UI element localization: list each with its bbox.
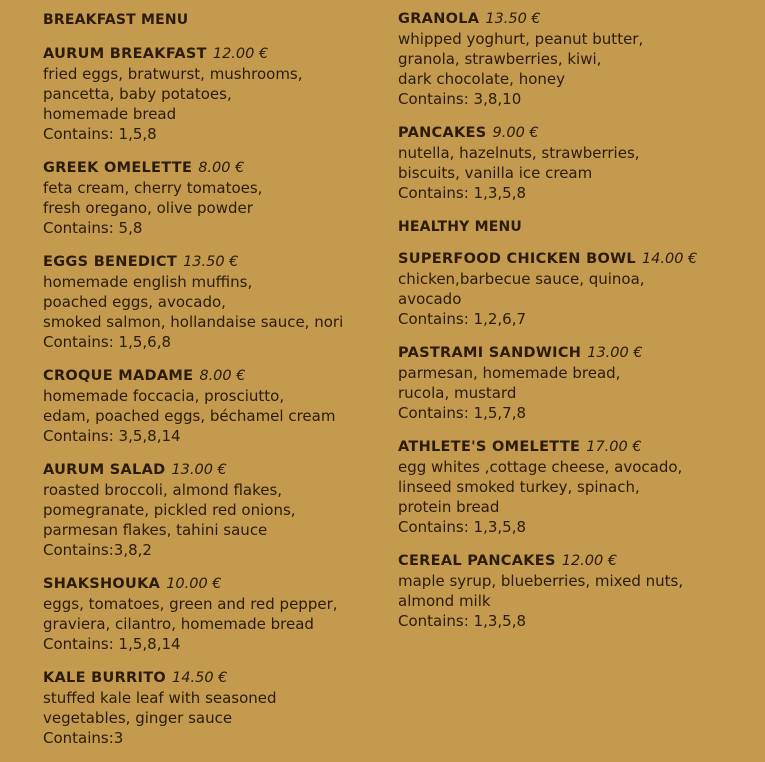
menu-item-description-line: chicken,barbecue sauce, quinoa, [398, 270, 645, 288]
menu-item [398, 551, 748, 631]
menu-item-name: GRANOLA [398, 11, 480, 27]
menu-item [43, 44, 383, 144]
menu-item-allergens: Contains: 1,5,6,8 [43, 333, 172, 351]
menu-item [43, 252, 383, 352]
menu-item [43, 158, 383, 238]
menu-item-name: CEREAL PANCAKES [398, 553, 556, 569]
menu-item-description-line: dark chocolate, honey [398, 70, 565, 88]
menu-item-name: SHAKSHOUKA [43, 576, 161, 592]
menu-item-description-line: pancetta, baby potatoes, [43, 85, 232, 103]
menu-item-price: 12.00 € [561, 553, 618, 569]
menu-item-name: AURUM BREAKFAST [43, 46, 207, 62]
menu-item-description-line: homemade bread [43, 105, 177, 123]
menu-item-description-line: biscuits, vanilla ice cream [398, 164, 593, 182]
menu-item [398, 9, 748, 109]
menu-item-description-line: smoked salmon, hollandaise sauce, nori [43, 313, 344, 331]
menu-item-description-line: protein bread [398, 498, 500, 516]
menu-item-title [43, 668, 383, 688]
menu-item-description-line: nutella, hazelnuts, strawberries, [398, 144, 640, 162]
menu-item-description-line: stuffed kale leaf with seasoned [43, 689, 277, 707]
menu-item-allergens: Contains: 1,3,5,8 [398, 612, 527, 630]
menu-item-allergens: Contains: 1,5,8 [43, 125, 157, 143]
menu-item-allergens: Contains: 1,3,5,8 [398, 184, 527, 202]
breakfast-menu-heading: BREAKFAST MENU [43, 12, 189, 28]
menu-item-title [398, 551, 748, 571]
menu-item-price: 14.00 € [641, 251, 698, 267]
menu-item-description-line: fresh oregano, olive powder [43, 199, 253, 217]
menu-item [43, 366, 383, 446]
menu-item-allergens: Contains: 1,3,5,8 [398, 518, 527, 536]
menu-item-allergens: Contains:3,8,2 [43, 541, 152, 559]
menu-item-allergens: Contains: 1,2,6,7 [398, 310, 527, 328]
menu-item [43, 668, 383, 748]
breakfast-column [43, 12, 383, 762]
menu-item-allergens: Contains: 1,5,7,8 [398, 404, 527, 422]
menu-item-description-line: egg whites ,cottage cheese, avocado, [398, 458, 683, 476]
menu-item-price: 13.00 € [587, 345, 643, 361]
menu-item-allergens: Contains: 1,5,8,14 [43, 635, 181, 653]
menu-item-description-line: whipped yoghurt, peanut butter, [398, 30, 644, 48]
menu-item-price: 8.00 € [198, 160, 245, 176]
menu-item-name: AURUM SALAD [43, 462, 166, 478]
menu-item-name: KALE BURRITO [43, 670, 167, 686]
menu-item-price: 13.00 € [171, 462, 227, 478]
menu-item-description-line: almond milk [398, 592, 491, 610]
menu-item-description-line: feta cream, cherry tomatoes, [43, 179, 263, 197]
menu-item-title [43, 252, 383, 272]
menu-item-title [398, 343, 748, 363]
menu-item-name: EGGS BENEDICT [43, 254, 178, 270]
menu-item [43, 460, 383, 560]
menu-item-description-line: poached eggs, avocado, [43, 293, 226, 311]
menu-item-name: SUPERFOOD CHICKEN BOWL [398, 251, 636, 267]
menu-item-description-line: graviera, cilantro, homemade bread [43, 615, 314, 633]
menu-item-allergens: Contains: 3,8,10 [398, 90, 522, 108]
menu-item-description-line: avocado [398, 290, 462, 308]
menu-item-price: 12.00 € [212, 46, 269, 62]
breakfast-items-continued [398, 9, 748, 203]
menu-item-price: 13.50 € [485, 11, 541, 27]
menu-item-description-line: edam, poached eggs, béchamel cream [43, 407, 336, 425]
menu-item-description-line: homemade foccacia, prosciutto, [43, 387, 285, 405]
menu-item-title [398, 9, 748, 29]
menu-item-description-line: linseed smoked turkey, spinach, [398, 478, 640, 496]
right-column [398, 9, 748, 645]
menu-item-name: PASTRAMI SANDWICH [398, 345, 582, 361]
menu-item-title [398, 437, 748, 457]
menu-item [398, 437, 748, 537]
menu-item-title [43, 158, 383, 178]
menu-item-title [43, 460, 383, 480]
menu-item-price: 17.00 € [586, 439, 642, 455]
menu-item-description-line: vegetables, ginger sauce [43, 709, 233, 727]
menu-item-description-line: parmesan flakes, tahini sauce [43, 521, 268, 539]
menu-item-price: 10.00 € [166, 576, 222, 592]
menu-item-price: 9.00 € [492, 125, 539, 141]
menu-item-description-line: parmesan, homemade bread, [398, 364, 621, 382]
menu-item [398, 343, 748, 423]
menu-item [43, 574, 383, 654]
healthy-items [398, 249, 748, 631]
healthy-menu-heading: HEALTHY MENU [398, 219, 522, 235]
menu-item-price: 14.50 € [172, 670, 228, 686]
menu-item-title [398, 123, 748, 143]
menu-item-allergens: Contains: 3,5,8,14 [43, 427, 181, 445]
menu-item-title [43, 366, 383, 386]
menu-item-allergens: Contains:3 [43, 729, 124, 747]
breakfast-items [43, 44, 383, 748]
menu-item-description-line: eggs, tomatoes, green and red pepper, [43, 595, 338, 613]
menu-item-name: CROQUE MADAME [43, 368, 194, 384]
menu-item-name: ATHLETE'S OMELETTE [398, 439, 581, 455]
menu-item-title [398, 249, 748, 269]
menu-item-description-line: fried eggs, bratwurst, mushrooms, [43, 65, 303, 83]
menu-item-description-line: maple syrup, blueberries, mixed nuts, [398, 572, 684, 590]
menu-item [398, 123, 748, 203]
menu-item-name: GREEK OMELETTE [43, 160, 193, 176]
menu-item-description-line: granola, strawberries, kiwi, [398, 50, 602, 68]
menu-item-description-line: roasted broccoli, almond flakes, [43, 481, 283, 499]
menu-item-price: 8.00 € [199, 368, 246, 384]
menu-item-description-line: homemade english muffins, [43, 273, 253, 291]
menu-item-name: PANCAKES [398, 125, 487, 141]
menu-item-description-line: rucola, mustard [398, 384, 517, 402]
menu-item-title [43, 574, 383, 594]
menu-item-title [43, 44, 383, 64]
menu-item-price: 13.50 € [183, 254, 239, 270]
menu-item [398, 249, 748, 329]
menu-item-allergens: Contains: 5,8 [43, 219, 143, 237]
menu-item-description-line: pomegranate, pickled red onions, [43, 501, 296, 519]
